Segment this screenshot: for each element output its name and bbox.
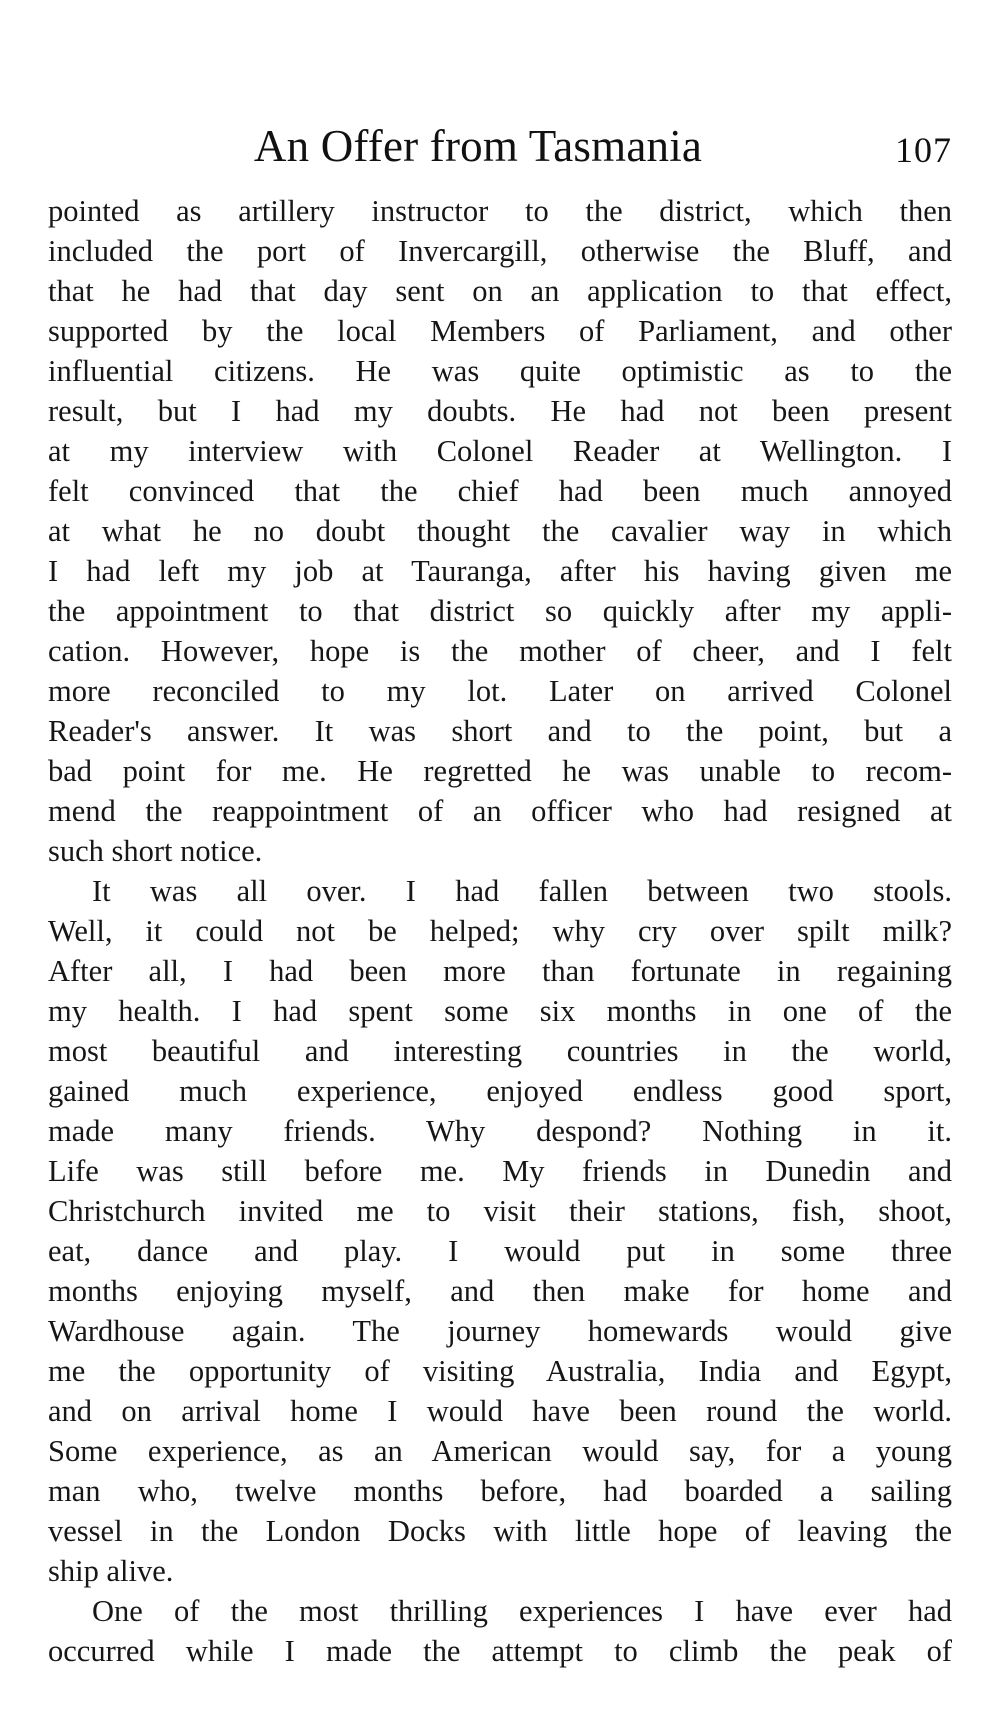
text-line: result, but I had my doubts. He had not been present bbox=[48, 394, 952, 428]
running-title: An Offer from Tasmania bbox=[253, 121, 703, 171]
text-line: at what he no doubt thought the cavalier way in which bbox=[48, 514, 952, 548]
paragraph-3 bbox=[48, 1591, 952, 1671]
paragraph-1 bbox=[48, 191, 952, 871]
text-line: Life was still before me. My friends in Dunedin and bbox=[48, 1154, 952, 1188]
body-text bbox=[48, 191, 952, 1671]
text-line: me the opportunity of visiting Australia, India and Egypt, bbox=[48, 1354, 952, 1388]
text-line: cation. However, hope is the mother of cheer, and I felt bbox=[48, 634, 952, 668]
text-line: I had left my job at Tauranga, after his having given me bbox=[48, 554, 952, 588]
text-line: After all, I had been more than fortunate in regaining bbox=[48, 954, 952, 988]
text-line: such short notice. bbox=[48, 834, 263, 868]
text-line: pointed as artillery instructor to the district, which then bbox=[48, 194, 952, 228]
text-line: mend the reappointment of an officer who had resigned at bbox=[48, 794, 952, 828]
text-line: bad point for me. He regretted he was unable to recom- bbox=[48, 754, 952, 788]
text-line: One of the most thrilling experiences I have ever had bbox=[92, 1594, 952, 1628]
running-head bbox=[48, 116, 952, 176]
text-line: Reader's answer. It was short and to the point, but a bbox=[48, 714, 952, 748]
text-line: that he had that day sent on an application to that effect, bbox=[48, 274, 952, 308]
text-line: the appointment to that district so quickly after my appli- bbox=[48, 594, 952, 628]
text-line: influential citizens. He was quite optimistic as to the bbox=[48, 354, 952, 388]
text-line: and on arrival home I would have been round the world. bbox=[48, 1394, 952, 1428]
text-line: vessel in the London Docks with little hope of leaving the bbox=[48, 1514, 952, 1548]
text-line: my health. I had spent some six months in one of the bbox=[48, 994, 952, 1028]
text-line: It was all over. I had fallen between two stools. bbox=[92, 874, 952, 908]
text-line: ship alive. bbox=[48, 1554, 174, 1588]
text-line: Christchurch invited me to visit their stations, fish, shoot, bbox=[48, 1194, 952, 1228]
text-line: months enjoying myself, and then make for home and bbox=[48, 1274, 952, 1308]
text-line: included the port of Invercargill, otherwise the Bluff, and bbox=[48, 234, 952, 268]
text-line: more reconciled to my lot. Later on arrived Colonel bbox=[48, 674, 952, 708]
paragraph-2 bbox=[48, 871, 952, 1591]
text-line: eat, dance and play. I would put in some three bbox=[48, 1234, 952, 1268]
text-line: gained much experience, enjoyed endless good sport, bbox=[48, 1074, 952, 1108]
text-line: Wardhouse again. The journey homewards would give bbox=[48, 1314, 952, 1348]
text-line: at my interview with Colonel Reader at Wellington. I bbox=[48, 434, 952, 468]
page-number: 107 bbox=[895, 130, 952, 170]
text-line: man who, twelve months before, had boarded a sailing bbox=[48, 1474, 952, 1508]
text-line: most beautiful and interesting countries in the world, bbox=[48, 1034, 952, 1068]
text-line: felt convinced that the chief had been much annoyed bbox=[48, 474, 952, 508]
text-line: made many friends. Why despond? Nothing in it. bbox=[48, 1114, 952, 1148]
text-line: occurred while I made the attempt to climb the peak of bbox=[48, 1634, 952, 1668]
text-line: Well, it could not be helped; why cry over spilt milk? bbox=[48, 914, 952, 948]
text-line: supported by the local Members of Parliament, and other bbox=[48, 314, 952, 348]
text-line: Some experience, as an American would say, for a young bbox=[48, 1434, 952, 1468]
